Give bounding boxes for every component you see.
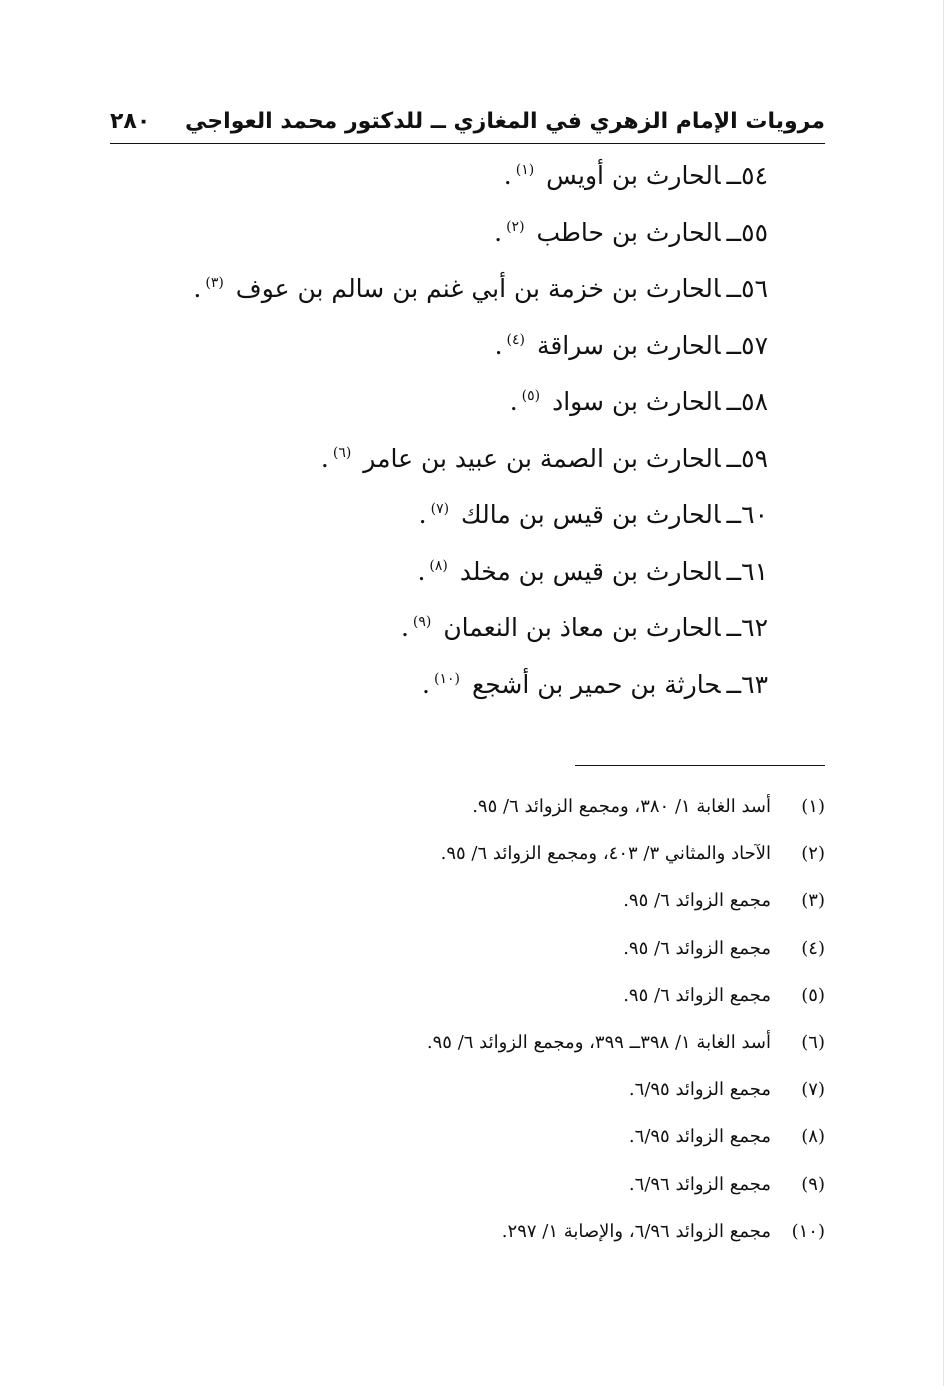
footnote-number: (٤) [801,937,825,959]
entry-name: الحارث بن خزمة بن أبي غنم بن سالم بن عوف [235,274,721,303]
footnote-number: (٧) [801,1079,825,1101]
footnote-text: أسد الغابة ١/ ٣٩٨ــ ٣٩٩، ومجمع الزوائد ٦/ ٩٥. [426,1031,771,1053]
entry-number: ٥٨ــ [726,387,768,416]
footnote-number: (١٠) [791,1220,825,1242]
entry-end: . [400,613,409,642]
footnote-ref[interactable]: (٤) [506,331,525,348]
entry-end: . [193,274,202,303]
entry-end: . [418,500,427,529]
footnotes [125,783,825,1255]
footnote-text: مجمع الزوائد ٦/٩٥. [628,1126,771,1148]
entry-end: . [320,443,329,473]
list-item [128,544,768,601]
footnote [125,783,825,830]
page-edge-line [942,0,944,1386]
footnote-number: (١) [801,796,825,817]
footnote [125,1161,825,1208]
running-header-title: مرويات الإمام الزهري في المغازي ــ للدكتور محمد العواجي [185,109,825,134]
entry-end: . [503,161,512,190]
entry-name: حارثة بن حمير بن أشجع [471,669,721,699]
entry-name: الحارث بن حاطب [536,217,721,247]
entry-number: ٦٣ــ [726,669,768,699]
footnote-ref[interactable]: (٣) [205,275,224,291]
footnote-ref[interactable]: (٦) [332,444,352,461]
entry-name: الحارث بن قيس بن مالك [461,500,721,529]
footnote-text: مجمع الزوائد ٦/ ٩٥. [623,984,771,1006]
entry-number: ٦٢ــ [726,613,768,642]
footnote-ref[interactable]: (٢) [506,218,525,235]
footnote-ref[interactable]: (٨) [429,557,448,574]
footnote-text: مجمع الزوائد ٦/ ٩٥. [623,937,771,959]
footnote-number: (٣) [801,890,825,912]
entry-end: . [509,387,518,416]
footnote-text: مجمع الزوائد ٦/٩٥. [628,1079,771,1101]
header-divider [110,143,825,144]
entry-end: . [494,330,503,360]
list-item [128,487,768,544]
footnote [125,1066,825,1113]
entry-number: ٥٧ــ [726,330,768,360]
footnote-ref[interactable]: (١) [515,162,535,178]
footnote-divider [575,765,825,766]
entry-number: ٥٩ــ [726,443,768,473]
list-item [128,261,768,318]
footnote [125,1113,825,1160]
entry-end: . [494,217,503,247]
entry-number: ٦٠ــ [726,500,768,529]
list-item [128,374,768,431]
footnote-number: (٩) [801,1173,825,1195]
list-item [128,148,768,205]
footnote [125,972,825,1019]
footnote-number: (٨) [801,1126,825,1148]
running-header [110,102,825,142]
entry-end: . [422,669,430,699]
footnote-ref[interactable]: (١٠) [434,670,460,687]
entry-name: الحارث بن الصمة بن عبيد بن عامر [363,443,721,473]
entry-end: . [417,556,426,586]
list-item [128,600,768,657]
entry-name: الحارث بن قيس بن مخلد [459,556,721,586]
footnote [125,877,825,924]
footnote-text: مجمع الزوائد ٦/٩٦. [628,1173,771,1195]
footnote-text: مجمع الزوائد ٦/ ٩٥. [623,890,771,912]
entry-number: ٥٦ــ [726,274,768,303]
list-item [128,657,768,714]
page-number: ٢٨٠ [110,109,151,134]
companion-list [128,148,768,713]
entry-name: الحارث بن أويس [546,161,721,190]
list-item [128,431,768,488]
footnote-number: (٥) [801,984,825,1006]
footnote-number: (٦) [801,1031,825,1053]
footnote-number: (٢) [801,843,825,865]
list-item [128,318,768,375]
footnote [125,1019,825,1066]
footnote-text: مجمع الزوائد ٦/٩٦، والإصابة ١/ ٢٩٧. [501,1220,771,1242]
entry-name: الحارث بن معاذ بن النعمان [443,613,721,642]
footnote-ref[interactable]: (٥) [521,388,541,404]
entry-name: الحارث بن سراقة [536,330,721,360]
entry-number: ٥٤ــ [726,161,768,190]
entry-number: ٦١ــ [726,556,768,586]
footnote [125,925,825,972]
footnote-ref[interactable]: (٧) [430,501,450,517]
footnote-text: أسد الغابة ١/ ٣٨٠، ومجمع الزوائد ٦/ ٩٥. [472,796,771,817]
entry-number: ٥٥ــ [726,217,768,247]
footnote-text: الآحاد والمثاني ٣/ ٤٠٣، ومجمع الزوائد ٦/ ٩٥. [440,843,771,865]
footnote-ref[interactable]: (٩) [412,614,432,630]
footnote [125,1208,825,1255]
entry-name: الحارث بن سواد [552,387,721,416]
footnote [125,830,825,877]
list-item [128,205,768,262]
